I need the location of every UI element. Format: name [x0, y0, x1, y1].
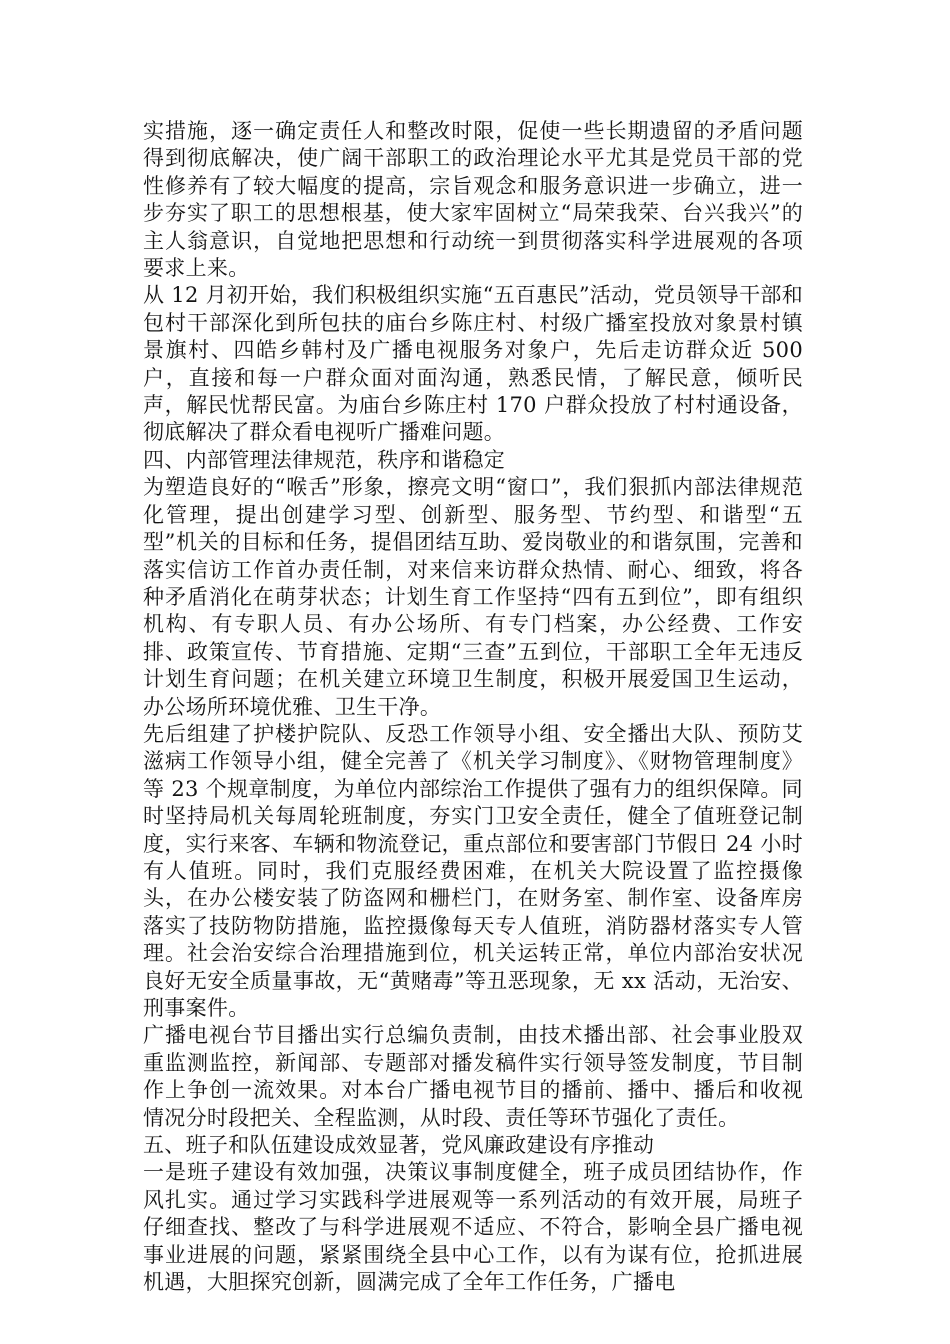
- paragraph-1: 实措施，逐一确定责任人和整改时限，促使一些长期遗留的矛盾问题得到彻底解决，使广阔干部职工的政治理论水平尤其是党员干部的党性修养有了较大幅度的提高，宗旨观念和服务意识进一步确立，进一步夯实了职工的思想根基，使大家牢固树立“局荣我荣、台兴我兴”的主人翁意识，自觉地把思想和行动统一到贯彻落实科学进展观的各项要求上来。: [143, 119, 803, 281]
- document-page: [143, 118, 803, 1296]
- paragraph-3: 为塑造良好的“喉舌”形象，擦亮文明“窗口”，我们狠抓内部法律规范化管理，提出创建学习型、创新型、服务型、节约型、和谐型“五型”机关的目标和任务，提倡团结互助、爱岗敬业的和谐氛围，完善和落实信访工作首办责任制，对来信来访群众热情、耐心、细致，将各种矛盾消化在萌芽状态；计划生育工作坚持“四有五到位”，即有组织机构、有专职人员、有办公场所、有专门档案，办公经费、工作安排、政策宣传、节育措施、定期“三查”五到位，干部职工全年无违反计划生育问题；在机关建立环境卫生制度，积极开展爱国卫生运动，办公场所环境优雅、卫生干净。: [143, 475, 803, 719]
- paragraph-5: 广播电视台节目播出实行总编负责制，由技术播出部、社会事业股双重监测监控，新闻部、专题部对播发稿件实行领导签发制度，节目制作上争创一流效果。对本台广播电视节目的播前、播中、播后和收视情况分时段把关、全程监测，从时段、责任等环节强化了责任。: [143, 1023, 803, 1130]
- paragraph-6: 一是班子建设有效加强，决策议事制度健全，班子成员团结协作，作风扎实。通过学习实践科学进展观等一系列活动的有效开展，局班子仔细查找、整改了与科学进展观不适应、不符合，影响全县广播电视事业进展的问题，紧紧围绕全县中心工作，以有为谋有位，抢抓进展机遇，大胆探究创新，圆满完成了全年工作任务，广播电: [143, 1160, 803, 1295]
- section-heading-4: 四、内部管理法律规范，秩序和谐稳定: [143, 447, 506, 472]
- paragraph-4: 先后组建了护楼护院队、反恐工作领导小组、安全播出大队、预防艾滋病工作领导小组，健全完善了《机关学习制度》、《财物管理制度》等 23 个规章制度，为单位内部综治工作提供了强有力的组织保障。同时坚持局机关每周轮班制度，夯实门卫安全责任，健全了值班登记制度，实行来客、车辆和物流登记，重点部位和要害部门节假日 24 小时有人值班。同时，我们克服经费困难，在机关大院设置了监控摄像头，在办公楼安装了防盗网和栅栏门，在财务室、制作室、设备库房落实了技防物防措施，监控摄像每天专人值班，消防器材落实专人管理。社会治安综合治理措施到位，机关运转正常，单位内部治安状况良好无安全质量事故，无“黄赌毒”等丑恶现象，无 xx 活动，无治安、刑事案件。: [143, 721, 803, 1020]
- paragraph-2: 从 12 月初开始，我们积极组织实施“五百惠民”活动，党员领导干部和包村干部深化到所包扶的庙台乡陈庄村、村级广播室投放对象景村镇景旗村、四皓乡韩村及广播电视服务对象户，先后走访群众近 500 户，直接和每一户群众面对面沟通，熟悉民情，了解民意，倾听民声，解民忧帮民富。为庙台乡陈庄村 170 户群众投放了村村通设备，彻底解决了群众看电视听广播难问题。: [143, 283, 803, 445]
- section-heading-5: 五、班子和队伍建设成效显著，党风廉政建设有序推动: [143, 1133, 655, 1158]
